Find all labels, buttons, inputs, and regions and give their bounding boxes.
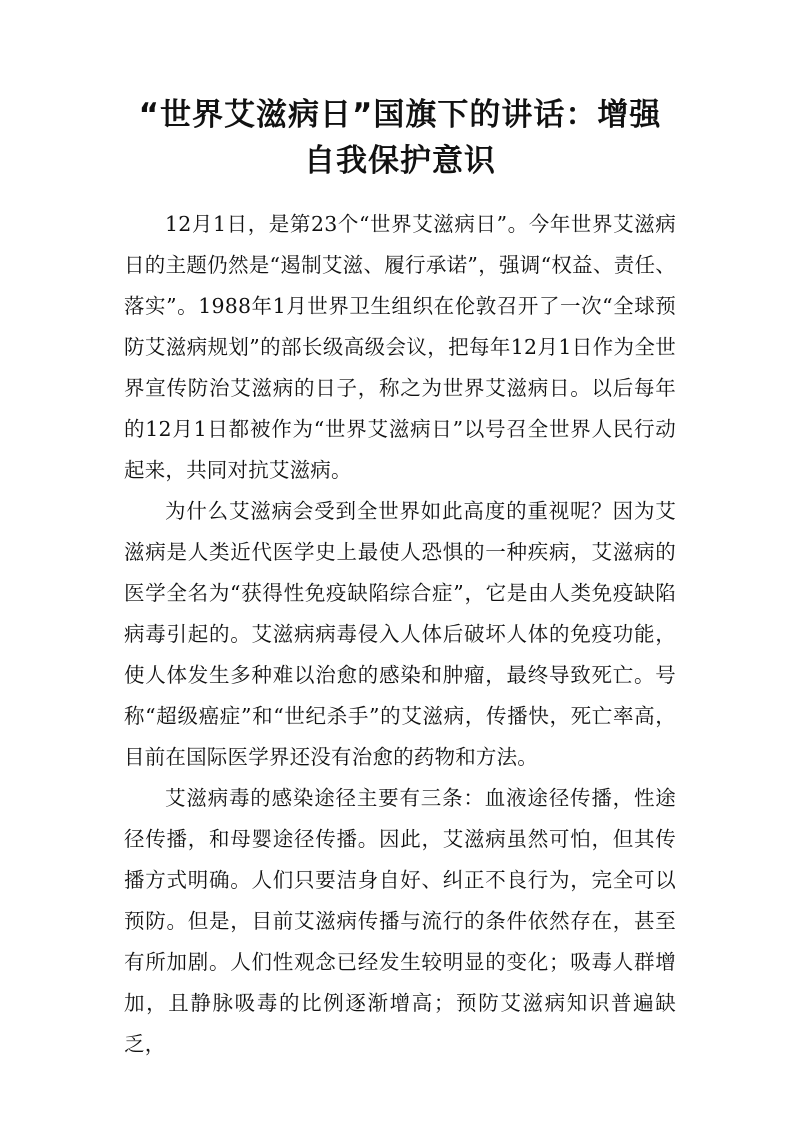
document-title <box>124 92 676 184</box>
paragraph-2: 为什么艾滋病会受到全世界如此高度的重视呢？因为艾滋病是人类近代医学史上最使人恐惧的一种疾病，艾滋病的医学全名为“获得性免疫缺陷综合症”，它是由人类免疫缺陷病毒引起的。艾滋病病毒侵入人体后破坏人体的免疫功能，使人体发生多种难以治愈的感染和肿瘤，最终导致死亡。号称“超级癌症”和“世纪杀手”的艾滋病，传播快，死亡率高，目前在国际医学界还没有治愈的药物和方法。 <box>124 499 676 769</box>
title-line-1: “世界艾滋病日”国旗下的讲话：增强 <box>138 97 662 133</box>
paragraph-3: 艾滋病毒的感染途径主要有三条：血液途径传播，性途径传播，和母婴途径传播。因此，艾滋病虽然可怕，但其传播方式明确。人们只要洁身自好、纠正不良行为，完全可以预防。但是，目前艾滋病传播与流行的条件依然存在，甚至有所加剧。人们性观念已经发生较明显的变化；吸毒人群增加，且静脉吸毒的比例逐渐增高；预防艾滋病知识普遍缺乏， <box>124 786 676 1056</box>
document-body <box>124 204 676 1065</box>
paragraph-1: 12月1日，是第23个“世界艾滋病日”。今年世界艾滋病日的主题仍然是“遏制艾滋、履行承诺”，强调“权益、责任、落实”。1988年1月世界卫生组织在伦敦召开了一次“全球预防艾滋病规划”的部长级高级会议，把每年12月1日作为全世界宣传防治艾滋病的日子，称之为世界艾滋病日。以后每年的12月1日都被作为“世界艾滋病日”以号召全世界人民行动起来，共同对抗艾滋病。 <box>124 212 676 482</box>
title-line-2: 自我保护意识 <box>304 143 496 179</box>
